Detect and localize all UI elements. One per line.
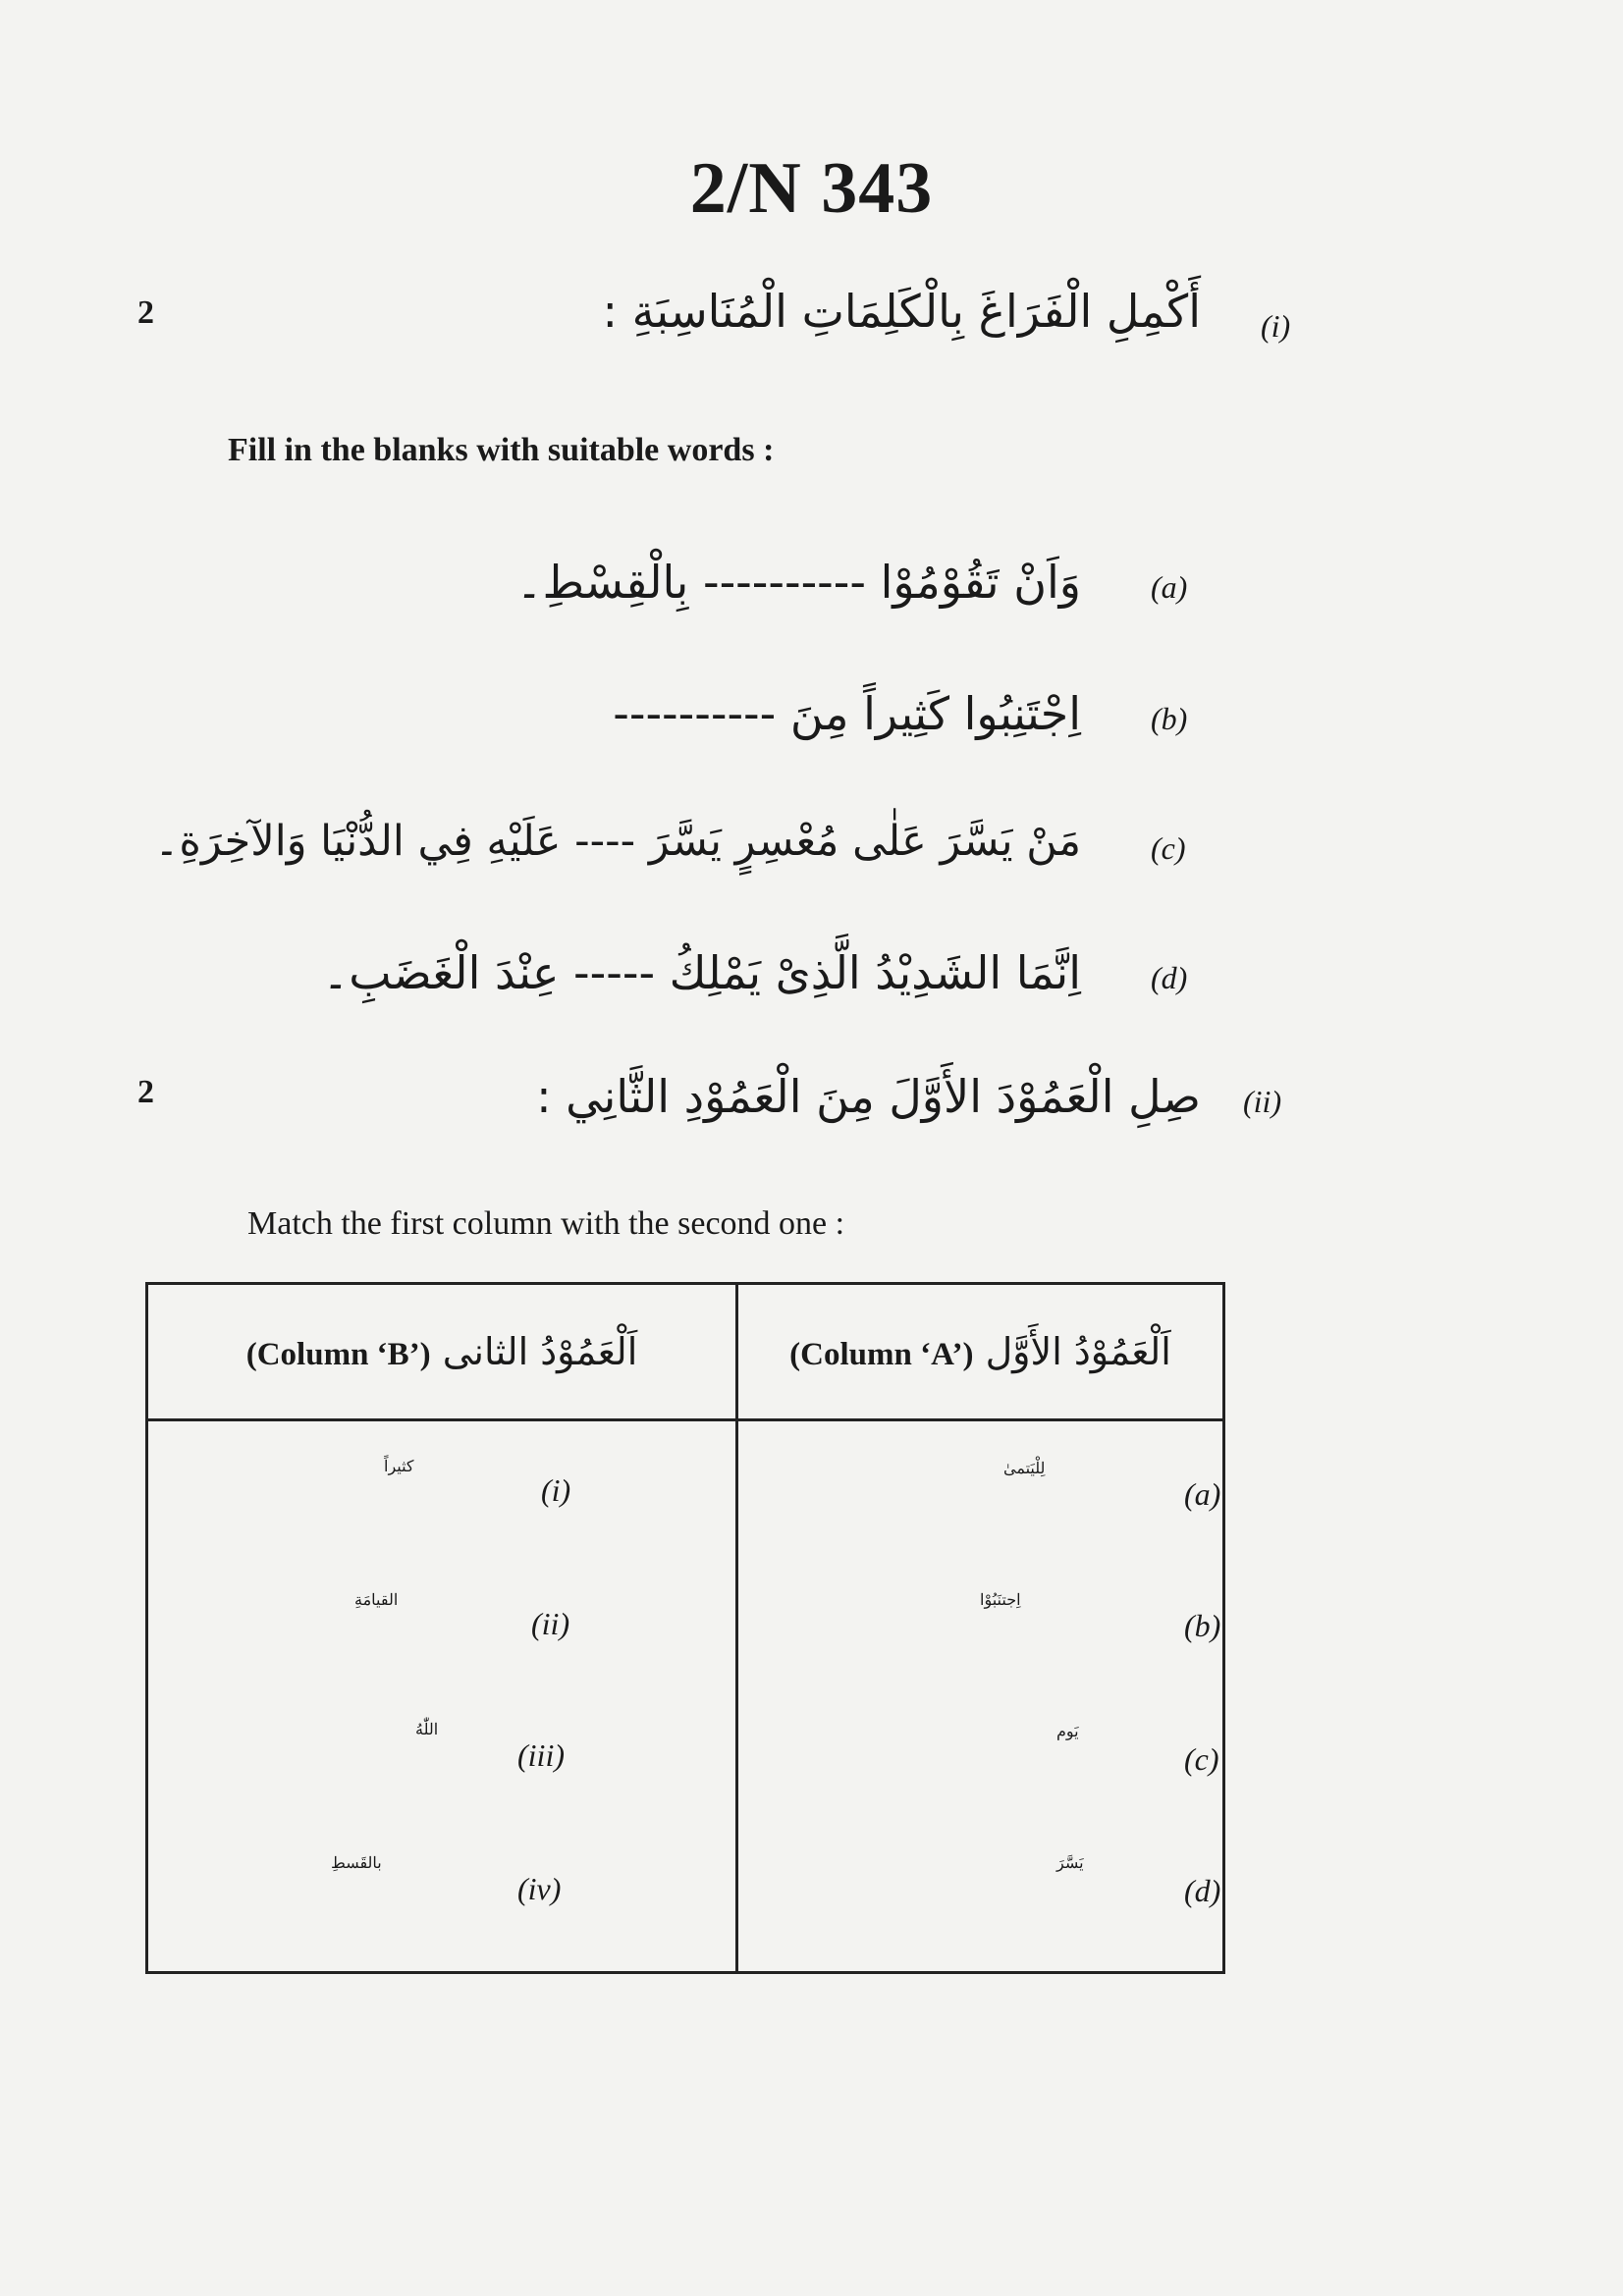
col-a-label-c: (c) <box>1184 1741 1219 1777</box>
q1-item-a-label: (a) <box>1151 569 1188 605</box>
q1-item-c-text: مَنْ يَسَّرَ عَلٰى مُعْسِرٍ يَسَّرَ ---- عَلَيْهِ فِي الدُّنْيَا وَالآخِرَةِ۔ <box>154 817 1081 866</box>
q1-item-d-text: اِنَّمَا الشَدِيْدُ الَّذِىْ يَمْلِكُ ----- عِنْدَ الْغَضَبِ۔ <box>322 946 1081 999</box>
column-b-cell <box>147 1420 737 1973</box>
col-a-text-c: يَوم <box>1056 1722 1079 1740</box>
col-b-text-iv: بالقَسطِ <box>331 1853 382 1872</box>
q2-instruction-arabic: صِلِ الْعَمُوْدَ الأَوَّلَ مِنَ الْعَمُوْدِ الثَّانِي : <box>536 1070 1201 1123</box>
col-a-text-a: لِلْيَتمىٰ <box>1003 1459 1046 1477</box>
column-a-header <box>737 1284 1224 1420</box>
q1-item-b-text: اِجْتَنِبُوا كَثِيراً مِنَ ---------- <box>613 687 1081 740</box>
match-table <box>145 1282 1225 1974</box>
q1-marks: 2 <box>137 294 154 331</box>
col-a-text-d: يَسَّرَ <box>1056 1853 1084 1872</box>
column-b-header <box>147 1284 737 1420</box>
col-b-text-ii: القيامَةِ <box>354 1590 399 1609</box>
column-b-header-english: (Column ‘B’) <box>245 1337 431 1372</box>
col-b-label-i: (i) <box>541 1472 571 1508</box>
q1-item-b-label: (b) <box>1151 701 1188 736</box>
col-b-text-iii: اللّٰهُ <box>415 1720 439 1738</box>
col-a-label-a: (a) <box>1184 1476 1221 1512</box>
q1-instruction-english: Fill in the blanks with suitable words : <box>228 432 775 468</box>
column-b-header-arabic: اَلْعَمُوْدُ الثانى <box>442 1330 638 1373</box>
q1-item-d-label: (d) <box>1151 960 1188 995</box>
col-b-text-i: كثيراً <box>384 1457 414 1475</box>
q1-number: (i) <box>1261 308 1291 344</box>
q1-item-a-text: وَاَنْ تَقُوْمُوْا ---------- بِالْقِسْطِ۔ <box>515 556 1081 609</box>
q2-marks: 2 <box>137 1074 154 1110</box>
col-a-label-b: (b) <box>1184 1608 1221 1643</box>
col-b-label-ii: (ii) <box>531 1606 570 1641</box>
col-a-text-b: اِجتنَبُوْا <box>980 1590 1021 1609</box>
q1-instruction-arabic: أَكْمِلِ الْفَرَاغَ بِالْكَلِمَاتِ الْمُنَاسِبَةِ : <box>602 285 1201 338</box>
q2-number: (ii) <box>1243 1084 1282 1119</box>
column-a-header-arabic: اَلْعَمُوْدُ الأَوَّل <box>985 1330 1171 1373</box>
paper-code: 2/N 343 <box>689 148 934 229</box>
column-a-cell <box>737 1420 1224 1973</box>
col-b-label-iv: (iv) <box>517 1871 562 1906</box>
col-b-label-iii: (iii) <box>517 1737 565 1773</box>
col-a-label-d: (d) <box>1184 1873 1221 1908</box>
column-a-header-english: (Column ‘A’) <box>789 1337 974 1372</box>
q1-item-c-label: (c) <box>1151 830 1186 866</box>
q2-instruction-english: Match the first column with the second one : <box>247 1205 845 1242</box>
